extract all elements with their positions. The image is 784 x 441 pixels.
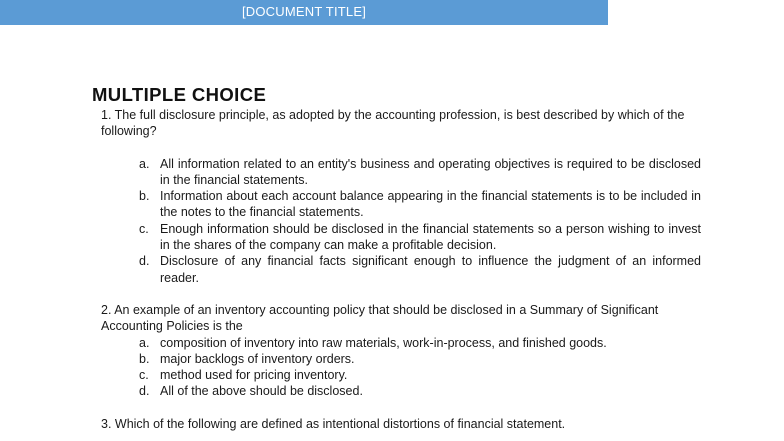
option-letter: a. — [139, 335, 150, 350]
question-1-option-b — [101, 188, 701, 221]
question-3-text: 3. Which of the following are defined as intentional distortions of financial statement. — [101, 416, 566, 431]
question-1-options — [101, 156, 701, 286]
question-2-option-c — [101, 367, 701, 383]
option-text: composition of inventory into raw materials, work-in-process, and finished goods. — [160, 335, 607, 350]
question-1-option-d — [101, 253, 701, 286]
option-text: major backlogs of inventory orders. — [160, 351, 355, 366]
option-letter: a. — [139, 156, 150, 171]
question-2-options — [101, 335, 701, 400]
question-3 — [101, 416, 701, 432]
option-letter: d. — [139, 254, 150, 269]
question-1-option-c — [101, 221, 701, 254]
question-2-option-b — [101, 351, 701, 367]
question-list — [101, 107, 701, 432]
option-text: Enough information should be disclosed in the financial statements so a person wishing to invest in the shares of the company can make a profitable decision. — [160, 221, 701, 253]
option-text: All information related to an entity's business and operating objectives is required to be disclosed in the financial statements. — [160, 156, 701, 187]
option-text: Disclosure of any financial facts significant enough to influence the judgment of an informed reader. — [160, 254, 701, 285]
question-2-text: 2. An example of an inventory accounting policy that should be disclosed in a Summary of Significant Accounting Policies is the — [101, 302, 659, 334]
option-letter: c. — [139, 221, 149, 236]
question-2-option-a — [101, 335, 701, 351]
section-heading: MULTIPLE CHOICE — [92, 84, 267, 105]
question-1 — [101, 107, 701, 286]
option-letter: d. — [139, 384, 150, 399]
question-1-text: 1. The full disclosure principle, as adopted by the accounting profession, is best described by which of the following? — [101, 108, 685, 139]
option-text: All of the above should be disclosed. — [160, 384, 363, 399]
document-title: [DOCUMENT TITLE] — [241, 4, 367, 19]
option-letter: c. — [139, 368, 149, 383]
question-2 — [101, 302, 701, 400]
option-text: Information about each account balance appearing in the financial statements is to be included in the notes to the financial statements. — [160, 189, 701, 220]
option-letter: b. — [139, 351, 150, 366]
option-letter: b. — [139, 189, 150, 204]
question-2-option-d — [101, 383, 701, 399]
question-1-option-a — [101, 156, 701, 189]
option-text: method used for pricing inventory. — [160, 368, 348, 383]
